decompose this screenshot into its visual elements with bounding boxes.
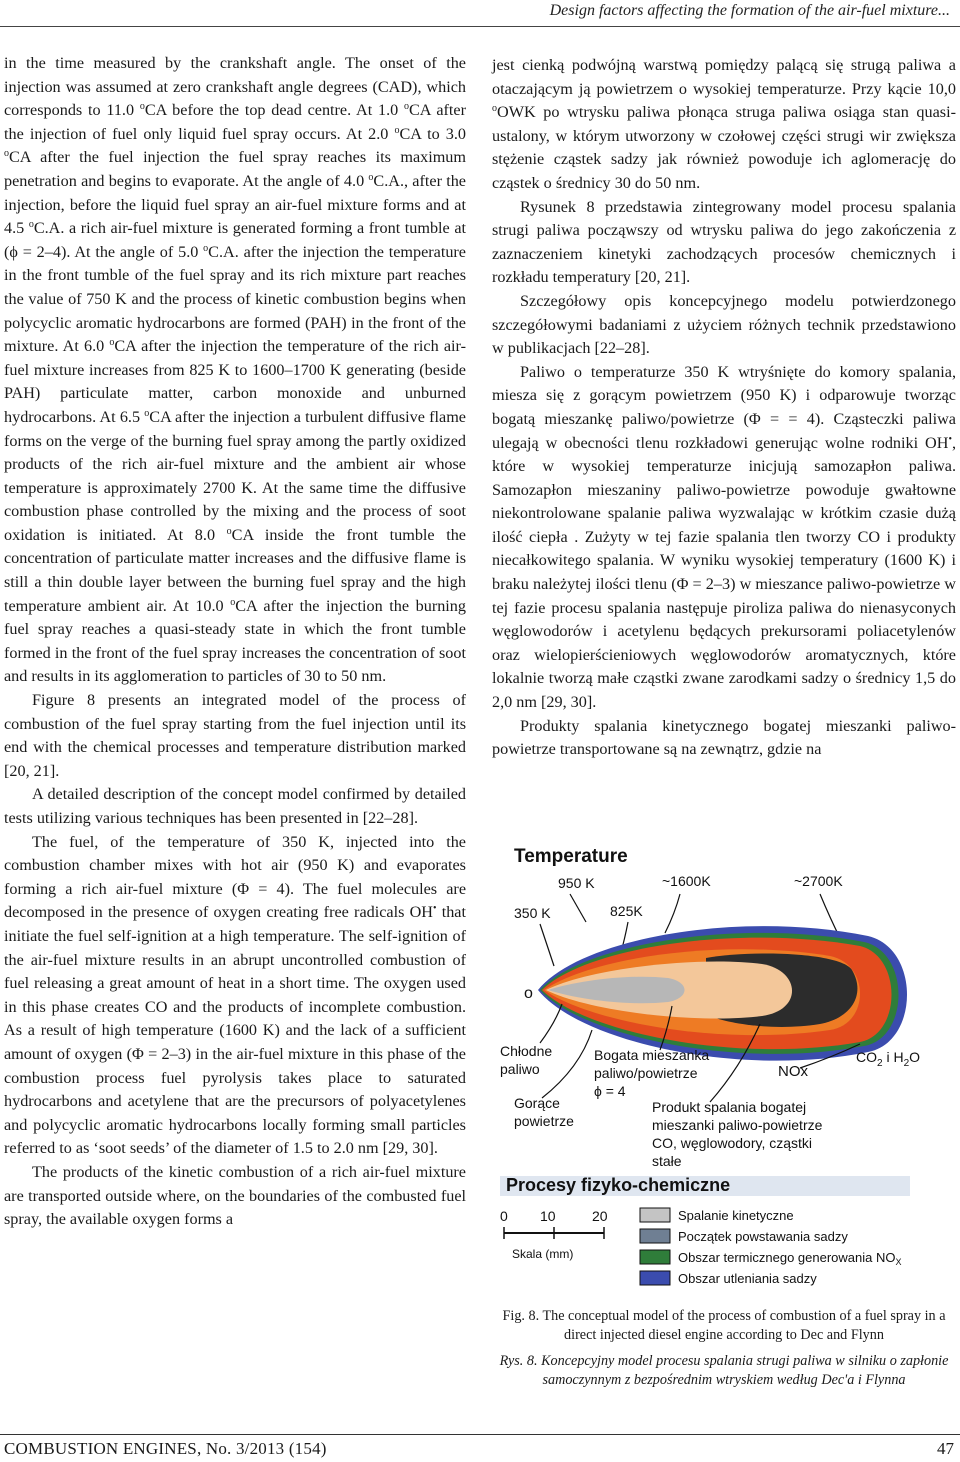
arrow-cold-fuel	[540, 1004, 562, 1043]
legend-label-nox: Obszar termicznego generowania $NO_X$	[678, 1250, 902, 1267]
figure-caption-en: Fig. 8. The conceptual model of the process of combustion of a fuel spray in a direct injected diesel engine according to Dec and Flynn	[502, 1308, 946, 1343]
scale-tick-20: 20	[592, 1208, 608, 1224]
right-column	[492, 54, 956, 762]
footer-divider	[0, 1434, 960, 1435]
paragraph-injection-timeline: in the time measured by the crankshaft angle. The onset of the injection was assumed at zero crankshaft angle degrees (CAD), which corresponds to 11.0 $^o$CA before the top dead centre. At 1.0 $^o$CA after the injection of fuel only liquid fuel spray occurs. At 2.0 $^o$CA to 3.0 $^o$CA after the fuel injection the fuel spray reaches its maximum penetration and begins to evaporate. At the angle of 4.0 $^o$C.A., after the injection, before the liquid fuel spray an air-fuel mixture forms and at 4.5 $^o$C.A. a rich air-fuel mixture is generated forming a front tumble at (ϕ = 2–4). At the angle of 5.0 $^o$C.A. after the injection the temperature in the front tumble of the fuel spray and its rich mixture part reaches the value of 750 K and the process of kinetic combustion begins when polycyclic aromatic hydrocarbons are formed (PAH) in the front of the mixture. At 6.0 $^o$CA after the injection the temperature of the rich air-fuel mixture increases from 825 K to 1600–1700 K generating (beside PAH) particulate matter, carbon monoxide and unburned hydrocarbons. At 6.5 $^o$CA after the injection a turbulent diffusive flame forms on the verge of the burning fuel spray among the partly oxidized products of the rich air-fuel mixture and the ambient air whose temperature is approximately 2700 K. At the same time the diffusive combustion phase controlled by the mixing and the process of soot oxidation is initiated. At 8.0 $^o$CA inside the front tumble the concentration of particulate matter increases and the diffusive flame is still a thin double layer between the burning fuel spray and the high temperature ambient air. At 10.0 $^o$CA after the injection the burning fuel spray reaches a quasi-steady state in which the front tumble formed in the front of the fuel spray increases the concentration of soot and results in its agglomeration to particles of 30 to 50 nm.	[4, 54, 467, 686]
legend-swatch-soot-start	[640, 1229, 670, 1243]
label-cold-fuel: Chłodne paliwo	[500, 1043, 553, 1077]
running-title: Design factors affecting the formation of the air-fuel mixture...	[549, 2, 950, 19]
legend-label-kinetic: Spalanie kinetyczne	[678, 1208, 794, 1223]
combustion-model-diagram	[500, 838, 930, 1293]
injector-mark: o	[524, 985, 533, 1002]
label-rich-mixture: Bogata mieszanka paliwo/powietrze ϕ = 4	[594, 1047, 710, 1099]
label-nox: NOx	[778, 1063, 808, 1080]
arrow-1600	[665, 894, 680, 933]
process-title: Procesy fizyko-chemiczne	[506, 1175, 731, 1195]
combustion-model-figure	[500, 838, 930, 1293]
temp-350-label: 350 K	[514, 905, 551, 921]
paragraph-pl-fuel-process: Paliwo o temperaturze 350 K wtryśnięte do komory spalania, miesza się z gorącym powietrzem (950 K) i odparowuje tworząc bogatą mieszankę paliwo/powietrze (Φ = = 4). Cząsteczki paliwa ulegają w obecności tlenu rozkładowi generując wolne rodniki OH•, które w wysokiej temperaturze inicjują samozapłon paliwa. Samozapłon mieszaniny paliwo-powietrze powoduje gwałtowne niekontrolowane spalanie paliwa wyzwalając w krótkim czasie dużą ilość ciepła . Zużyty w tej fazie spalania tlen tworzy CO i produkty niecałkowitego spalania. W wyniku wysokiej temperatury (1600 K) i braku należytej ilości tlenu (Φ = 2–3) w mieszance paliwo-powietrze w tej fazie procesu spalania następuje piroliza paliwa do nienasyconych węglowodorów i acetylenu będących prekursorami poliacetylenów oraz wielopierścieniowych węglowodorów aromatycznych, które lokalnie tworzą małe cząstki zwane zarodkami sadzy o średnicy 1,5 do 2,0 nm [29, 30].	[492, 362, 956, 712]
scale-label: Skala (mm)	[512, 1247, 574, 1261]
label-combustion-products: Produkt spalania bogatej mieszanki paliwo-powietrze CO, węglowodory, cząstki stałe	[652, 1099, 823, 1169]
legend-swatch-nox	[640, 1250, 670, 1264]
page-number: 47	[937, 1439, 954, 1458]
paragraph-pl-kinetic-products: Produkty spalania kinetycznego bogatej mieszanki paliwo-powietrze transportowane są na zewnątrz, gdzie na	[492, 716, 956, 759]
temp-825-label: 825K	[610, 903, 643, 919]
temp-2700-label: ~2700K	[794, 873, 843, 889]
left-column	[4, 52, 466, 1232]
paragraph-kinetic-products: The products of the kinetic combustion of a rich air-fuel mixture are transported outside where, on the boundaries of the combusted fuel spray, the available oxygen forms a	[4, 1162, 466, 1229]
arrow-950	[570, 894, 586, 922]
temperature-title: Temperature	[514, 846, 628, 867]
paragraph-model-description: A detailed description of the concept model confirmed by detailed tests utilizing various techniques has been presented in [22–28].	[4, 785, 466, 827]
label-hot-air: Gorące powietrze	[514, 1095, 574, 1129]
label-co2-h2o: $CO_2$ i $H_2O$	[856, 1049, 921, 1069]
scale-tick-10: 10	[540, 1208, 556, 1224]
arrow-hot-air	[542, 1030, 592, 1098]
paragraph-pl-figure-intro: Rysunek 8 przedstawia zintegrowany model procesu spalania strugi paliwa począwszy od wtrysku paliwa do jego zakończenia z zaznaczeniem kinetyki zachodzących procesów chemicznych i rozkładu temperatury [20, 21].	[492, 197, 956, 287]
page-header	[0, 0, 960, 27]
temp-1600-label: ~1600K	[662, 873, 711, 889]
paragraph-pl-model-description: Szczegółowy opis koncepcyjnego modelu potwierdzonego szczegółowymi badaniami z użyciem różnych technik przedstawiono w publikacjach [22–28].	[492, 291, 956, 358]
figure-caption-pl: Rys. 8. Koncepcyjny model procesu spalania strugi paliwa w silniku o zapłonie samoczynnym z bezpośrednim wtryskiem według Dec'a i Flynna	[499, 1353, 949, 1388]
paragraph-fuel-process: The fuel, of the temperature of 350 K, injected into the combustion chamber mixes with hot air (950 K) and evaporates forming a rich air-fuel mixture (Φ = 4). The fuel molecules are decomposed in the presence of oxygen creating free radicals OH• that initiate the fuel self-ignition at a high temperature. The self-ignition of the air-fuel mixture results in an abrupt uncontrolled combustion of fuel releasing a great amount of heat in a short time. The oxygen used in this phase creates CO and the products of incomplete combustion. As a result of high temperature (1600 K) and the lack of a sufficient amount of oxygen (Φ = 2–3) in the air-fuel mixture in this phase of the combustion process fuel pyrolysis takes place to saturated hydrocarbons and acetylene that are the precursors of polyacetylenes and polycyclic aromatic hydrocarbons locally forming small particles referred to as ‘soot seeds’ of the diameter of 1.5 to 2.0 nm [29, 30].	[4, 832, 466, 1158]
paragraph-figure-intro: Figure 8 presents an integrated model of the process of combustion of the fuel spray starting from the fuel injection until its end with the chemical processes and temperature distribution marked [20, 21].	[4, 691, 466, 780]
legend-label-soot-oxidation: Obszar utleniania sadzy	[678, 1271, 817, 1286]
temp-950-label: 950 K	[558, 875, 595, 891]
legend-swatch-kinetic	[640, 1208, 670, 1222]
arrow-350	[540, 924, 554, 966]
legend	[640, 1208, 902, 1286]
scale-tick-0: 0	[500, 1208, 508, 1224]
legend-label-soot-start: Początek powstawania sadzy	[678, 1229, 848, 1244]
paragraph-pl-diffusive: jest cienką podwójną warstwą pomiędzy palącą się strugą paliwa a otaczającym ją powietrzem o wysokiej temperaturze. Przy kącie 10,0 $^o$OWK po wtrysku paliwa płonąca struga paliwa osiąga stan quasi-ustalony, w którym utworzony w czołowej części strugi wir zwiększa stężenie cząstek sadzy jak również powoduje ich aglomerację do cząstek o średnicy 30 do 50 nm.	[492, 56, 956, 192]
legend-swatch-soot-oxidation	[640, 1271, 670, 1285]
journal-footer: COMBUSTION ENGINES, No. 3/2013 (154)	[4, 1439, 327, 1458]
